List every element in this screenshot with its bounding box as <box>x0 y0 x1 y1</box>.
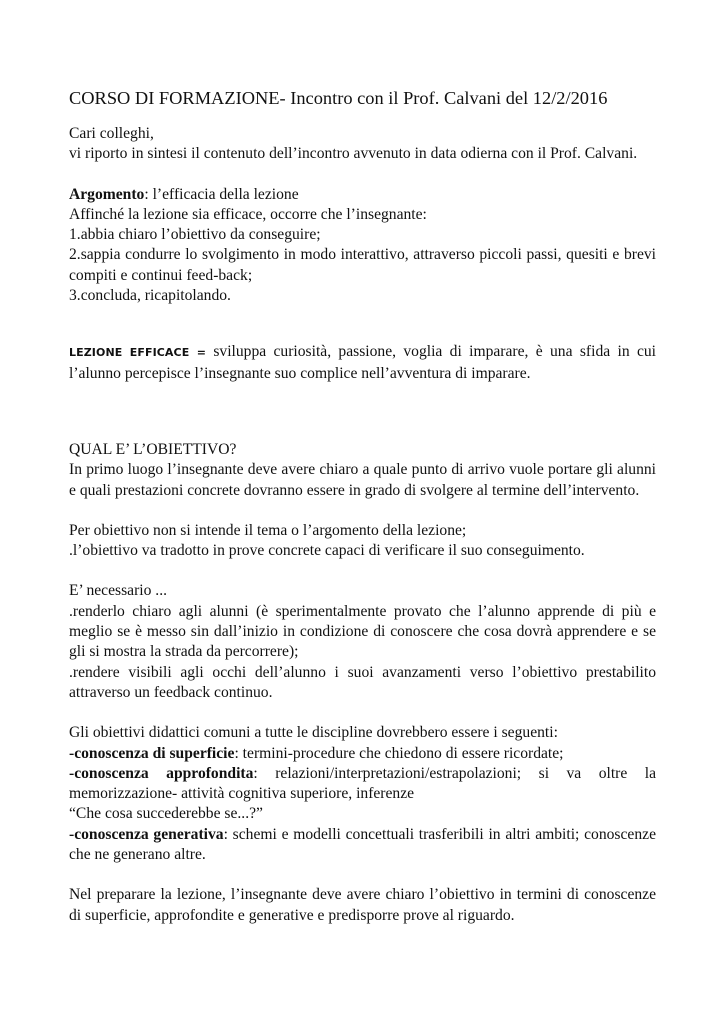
obiettivo-translation: .l’obiettivo va tradotto in prove concrete capaci di verificare il suo conseguimento. <box>69 542 585 560</box>
spacer <box>69 703 656 723</box>
conoscenza-superficie-text: : termini-procedure che chiedono di essere ricordate; <box>234 744 564 762</box>
document-page <box>69 86 656 926</box>
document-title: CORSO DI FORMAZIONE- Incontro con il Prof. Calvani del 12/2/2016 <box>69 88 608 108</box>
argomento-line <box>69 185 656 205</box>
spacer <box>69 384 656 440</box>
spacer <box>69 306 656 342</box>
argomento-item-3: 3.concluda, ricapitolando. <box>69 287 231 305</box>
spacer <box>69 501 656 521</box>
argomento-label: Argomento <box>69 185 145 203</box>
lezione-efficace-text: sviluppa curiosità, passione, voglia di imparare, è una sfida in cui l’alunno percepisce l’insegnante suo complice nell’avventura di imparare. <box>69 343 656 382</box>
argomento-item-1: 1.abbia chiaro l’obiettivo da conseguire; <box>69 226 321 244</box>
conoscenza-superficie <box>69 744 656 764</box>
necessario-point-1: .renderlo chiaro agli alunni (è sperimentalmente provato che l’alunno apprende di più e meglio se è messo sin dall’inizio in condizione di conoscere che cosa dovrà apprendere e se gli si mostra la strada da percorrere); <box>69 602 656 661</box>
argomento-item-2: 2.sappia condurre lo svolgimento in modo interattivo, attraverso piccoli passi, quesiti e brevi compiti e continui feed-back; <box>69 246 656 284</box>
lezione-efficace-label: LEZIONE EFFICACE = <box>69 346 207 360</box>
necessario-heading: E’ necessario ... <box>69 582 167 600</box>
conoscenza-generativa-label: -conoscenza generativa <box>69 825 224 843</box>
obiettivo-paragraph-1: In primo luogo l’insegnante deve avere chiaro a quale punto di arrivo vuole portare gli alunni e quali prestazioni concrete dovranno essere in grado di svolgere al termine dell’intervento. <box>69 461 656 499</box>
conclusione-paragraph: Nel preparare la lezione, l’insegnante deve avere chiaro l’obiettivo in termini di conoscenze di superficie, approfondite e generative e predisporre prove al riguardo. <box>69 886 656 924</box>
conoscenza-approfondita-label: -conoscenza approfondita <box>69 764 254 782</box>
spacer <box>69 165 656 185</box>
spacer <box>69 865 656 885</box>
argomento-text: : l’efficacia della lezione <box>144 185 299 203</box>
lezione-efficace-paragraph <box>69 342 656 384</box>
conoscenza-generativa-text: : schemi e modelli concettuali trasferibili in altri ambiti; conoscenze che ne generano altre. <box>69 825 656 864</box>
quote-line: “Che cosa succederebbe se...?” <box>69 805 263 823</box>
obiettivo-definition: Per obiettivo non si intende il tema o l’argomento della lezione; <box>69 521 467 539</box>
argomento-lead: Affinché la lezione sia efficace, occorre che l’insegnante: <box>69 205 427 223</box>
greeting-intro: vi riporto in sintesi il contenuto dell’incontro avvenuto in data odierna con il Prof. Calvani. <box>69 145 638 163</box>
conoscenza-generativa <box>69 825 656 866</box>
spacer <box>69 561 656 581</box>
obiettivo-heading: QUAL E’ L’OBIETTIVO? <box>69 440 237 458</box>
conoscenza-superficie-label: -conoscenza di superficie <box>69 744 235 762</box>
conoscenza-approfondita-text: : relazioni/interpretazioni/estrapolazioni; si va oltre la memorizzazione- attività cognitiva superiore, inferenze <box>69 764 656 803</box>
greeting-salutation: Cari colleghi, <box>69 125 154 142</box>
necessario-point-2: .rendere visibili agli occhi dell’alunno i suoi avanzamenti verso l’obiettivo prestabilito attraverso un feedback continuo. <box>69 663 656 701</box>
obiettivi-didattici-lead: Gli obiettivi didattici comuni a tutte le discipline dovrebbero essere i seguenti: <box>69 724 558 742</box>
conoscenza-approfondita <box>69 764 656 805</box>
